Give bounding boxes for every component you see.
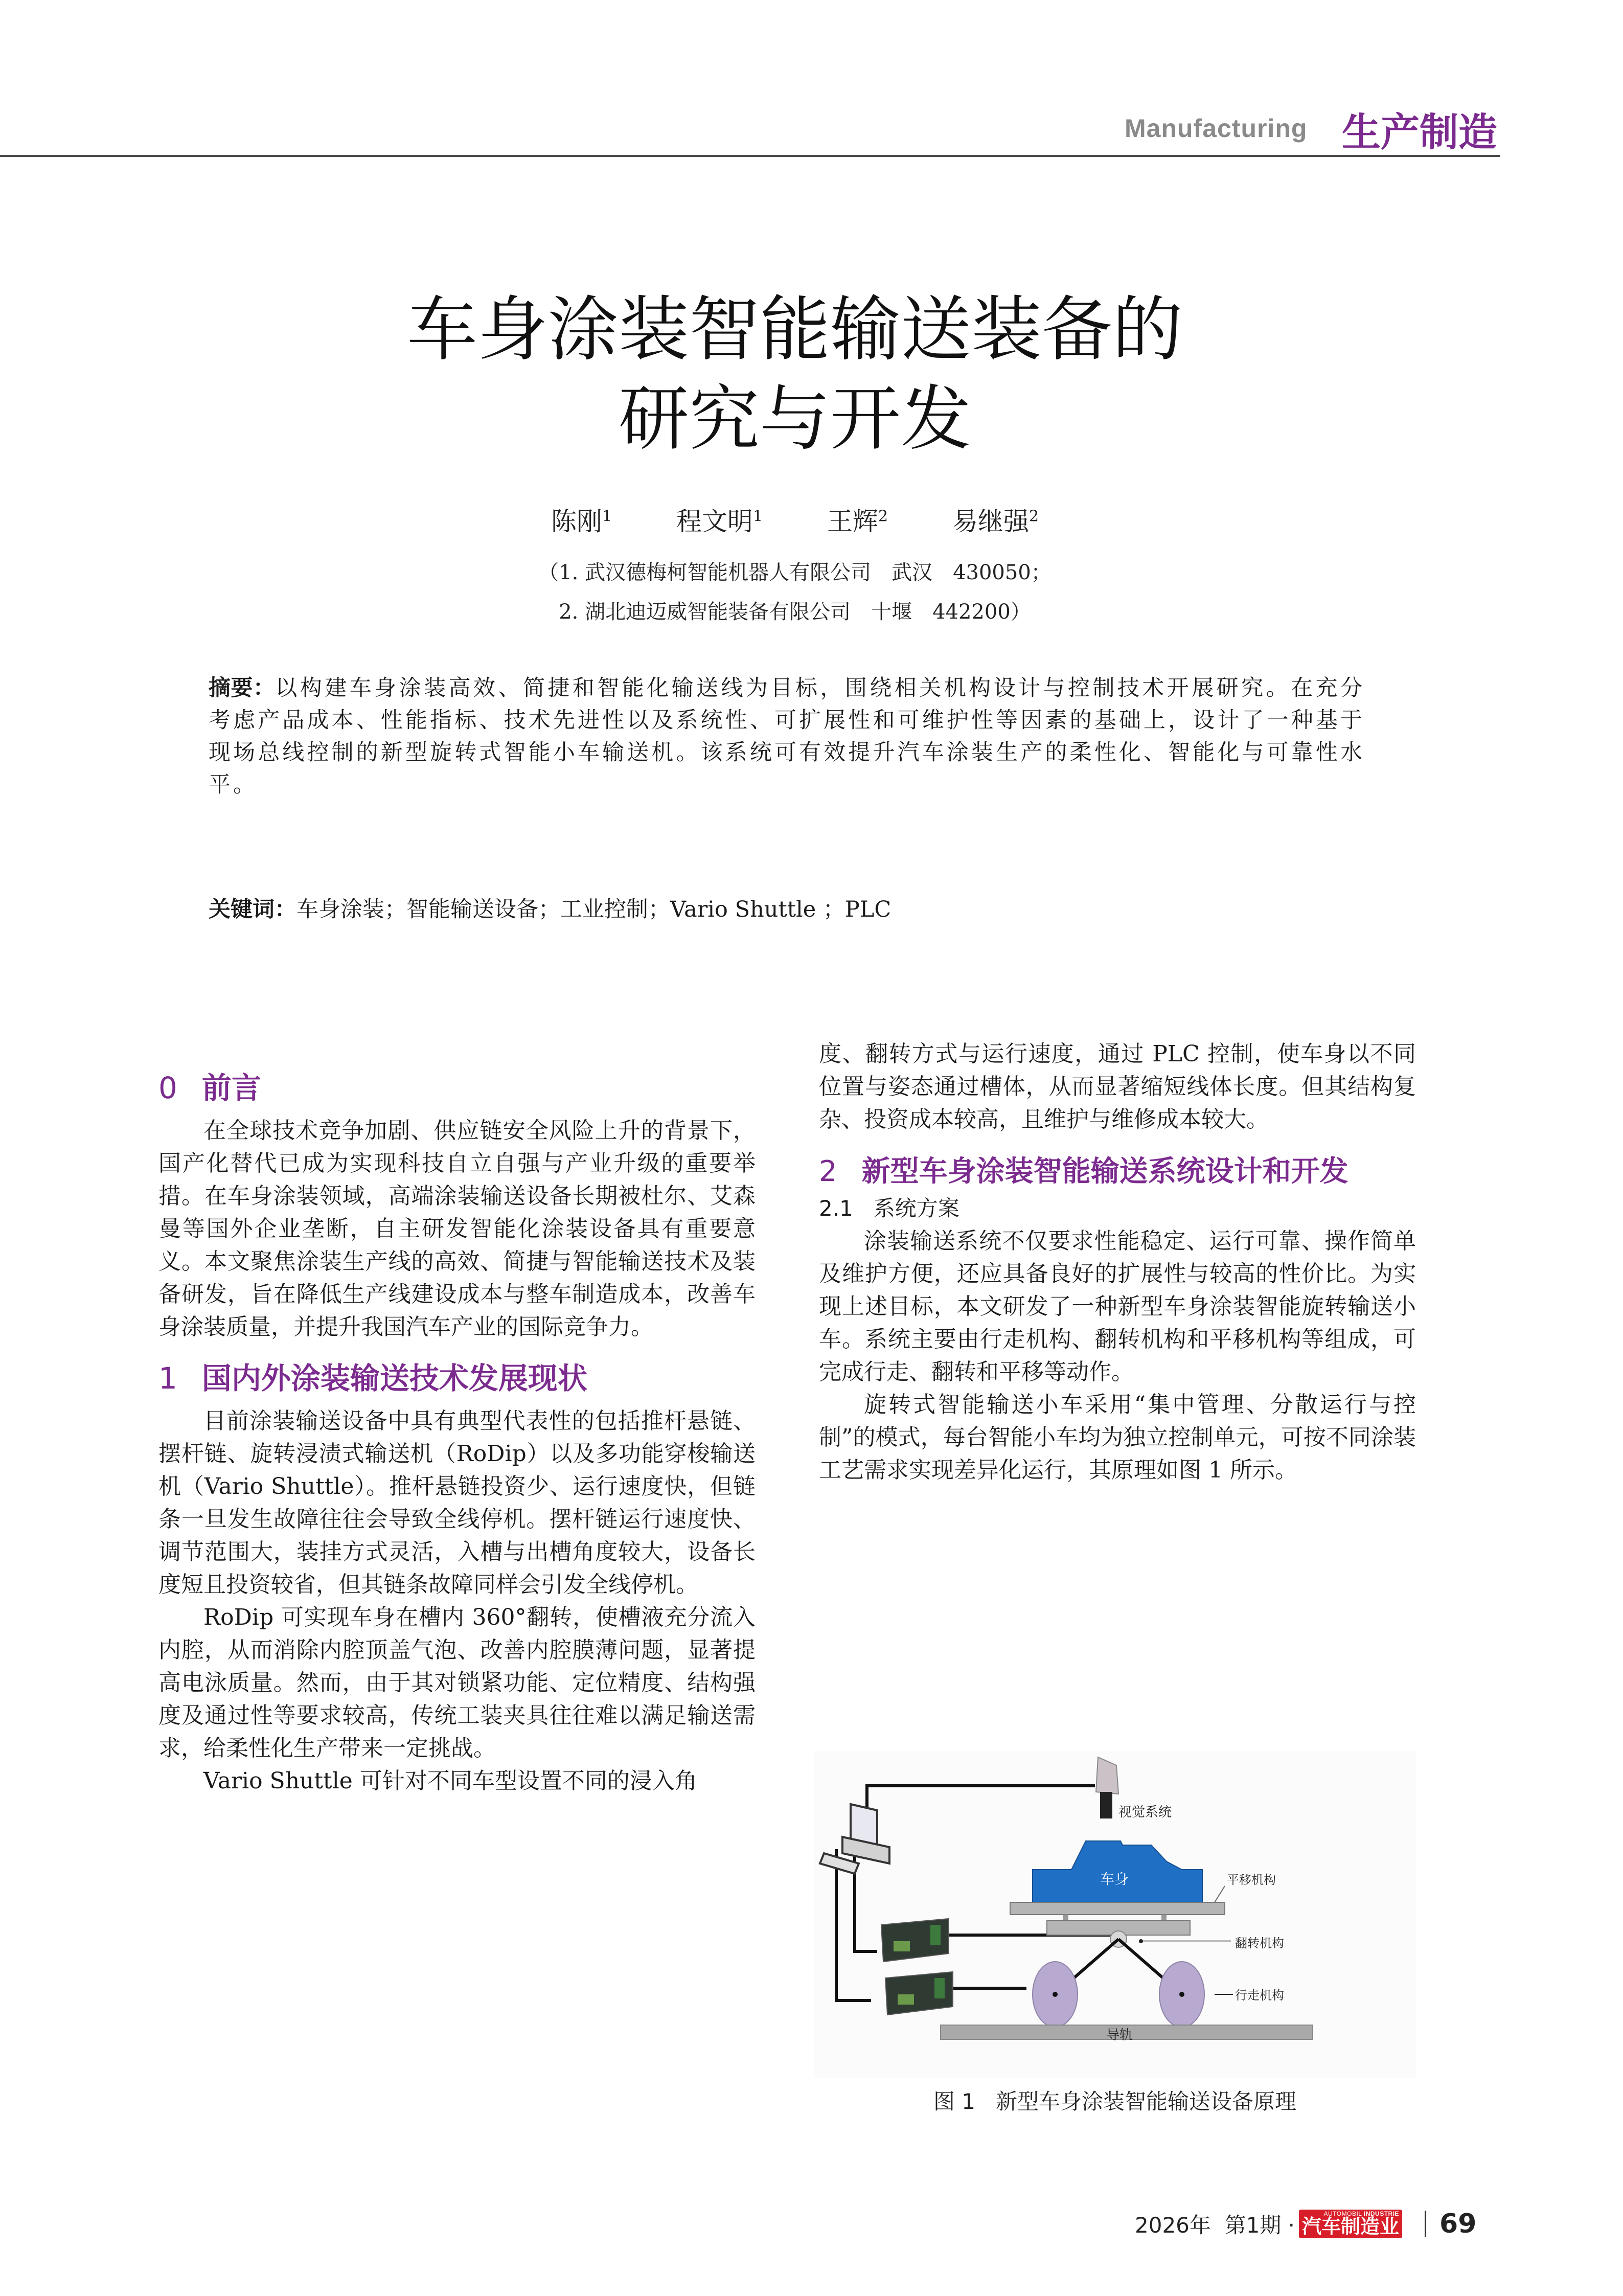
author-affil-mark: 2: [878, 507, 888, 526]
affiliation-2: 2. 湖北迪迈威智能装备有限公司 十堰 442200）: [559, 600, 1031, 624]
author-name: 程文明: [676, 507, 753, 536]
paragraph: 目前涂装输送设备中具有典型代表性的包括推杆悬链、摆杆链、旋转浸渍式输送机（RoDip）以及多功能穿梭输送机（Vario Shuttle）。推杆悬链投资少、运行速度快，但链条一旦发生故障往往会导致全线停机。摆杆链运行速度快、调节范围大，装挂方式灵活，入槽与出槽角度较大，设备长度短且投资较省，但其链条故障同样会引发全线停机。: [158, 1408, 756, 1598]
author-name: 王辉: [827, 507, 878, 536]
label-vision-system: 视觉系统: [1118, 1805, 1172, 1820]
section-number: 1: [158, 1361, 177, 1396]
affiliation-1: （1. 武汉德梅柯智能机器人有限公司 武汉 430050；: [538, 561, 1051, 584]
section-heading-0: [158, 1067, 756, 1108]
issue-info: 2026年 第1期 ·: [1135, 2213, 1295, 2238]
left-column: [158, 1067, 756, 1798]
author-list: [0, 501, 1590, 538]
section-title: 前言: [201, 1071, 261, 1105]
paragraph: 在全球技术竞争加剧、供应链安全风险上升的背景下，国产化替代已成为实现科技自立自强与产业升级的重要举措。在车身涂装领域，高端涂装输送设备长期被杜尔、艾森曼等国外企业垄断，自主研发智能化涂装设备具有重要意义。本文聚焦涂装生产线的高效、简捷与智能输送技术及装备研发，旨在降低生产线建设成本与整车制造成本，改善车身涂装质量，并提升我国汽车产业的国际竞争力。: [158, 1118, 756, 1340]
author-affil-mark: 1: [602, 507, 612, 526]
footer-separator: [1425, 2211, 1426, 2237]
keywords: [209, 892, 891, 923]
author: [827, 507, 888, 536]
label-guide-rail: 导轨: [1106, 2028, 1133, 2043]
figure-1-caption: [814, 2085, 1416, 2116]
keywords-text: 车身涂装；智能输送设备；工业控制；Vario Shuttle ；PLC: [296, 897, 891, 922]
header-section-cn: 生产制造: [1342, 109, 1497, 155]
figure-1-diagram: [814, 1751, 1416, 2078]
label-car-body: 车身: [1100, 1871, 1129, 1888]
subsection-number: 2.1: [819, 1196, 853, 1221]
article-title-line2: 研究与开发: [618, 378, 971, 460]
section-number: 0: [158, 1071, 177, 1105]
author: [952, 507, 1039, 536]
keywords-label: 关键词：: [209, 897, 296, 922]
author-affil-mark: 1: [752, 507, 763, 526]
author: [551, 507, 612, 536]
author-name: 陈刚: [551, 507, 602, 536]
label-flip-mechanism: 翻转机构: [1235, 1936, 1284, 1950]
section-heading-2: [819, 1151, 1416, 1192]
article-title-line1: 车身涂装智能输送装备的: [406, 288, 1183, 371]
translation-platform: [1010, 1902, 1225, 1915]
author-name: 易继强: [952, 507, 1029, 536]
logo-en-light: AUTOMOBIL: [1323, 2210, 1364, 2217]
plc-controller-top-icon: [881, 1919, 949, 1962]
label-translation-mechanism: 平移机构: [1227, 1873, 1276, 1887]
section-title: 新型车身涂装智能输送系统设计和开发: [861, 1155, 1348, 1188]
subsection-heading-2-1: [819, 1192, 1416, 1225]
figure-number: 图 1: [933, 2089, 976, 2114]
abstract-label: 摘要：: [209, 675, 276, 701]
subsection-title: 系统方案: [873, 1196, 959, 1221]
paragraph-continuation: 度、翻转方式与运行速度，通过 PLC 控制，使车身以不同位置与姿态通过槽体，从而显著缩短线体长度。但其结构复杂、投资成本较高，且维护与维修成本较大。: [819, 1041, 1416, 1132]
logo-cn: 汽车制造业: [1302, 2215, 1400, 2238]
author: [676, 507, 763, 536]
header-section-en: Manufacturing: [1125, 114, 1308, 143]
paragraph: Vario Shuttle 可针对不同车型设置不同的浸入角: [203, 1768, 697, 1794]
section-title: 国内外涂装输送技术发展现状: [201, 1361, 587, 1396]
paragraph: 涂装输送系统不仅要求性能稳定、运行可靠、操作简单及维护方便，还应具备良好的扩展性与较高的性价比。为实现上述目标，本文研发了一种新型车身涂装智能旋转输送小车。系统主要由行走机构、翻转机构和平移机构等组成，可完成行走、翻转和平移等动作。: [819, 1228, 1416, 1385]
figure-1: [814, 1751, 1416, 2078]
abstract-text: 以构建车身涂装高效、简捷和智能化输送线为目标，围绕相关机构设计与控制技术开展研究。在充分考虑产品成本、性能指标、技术先进性以及系统性、可扩展性和可维护性等因素的基础上，设计了一种基于现场总线控制的新型旋转式智能小车输送机。该系统可有效提升汽车涂装生产的柔性化、智能化与可靠性水平。: [209, 675, 1365, 798]
magazine-logo: [1299, 2210, 1402, 2238]
header-rule: [0, 155, 1500, 157]
paragraph: 旋转式智能输送小车采用“集中管理、分散运行与控制”的模式，每台智能小车均为独立控制单元，可按不同涂装工艺需求实现差异化运行，其原理如图 1 所示。: [819, 1392, 1416, 1483]
section-heading-1: [158, 1358, 756, 1399]
paragraph: RoDip 可实现车身在槽内 360°翻转，使槽液充分流入内腔，从而消除内腔顶盖气泡、改善内腔膜薄问题，显著提高电泳质量。然而，由于其对锁紧功能、定位精度、结构强度及通过性等要求较高，传统工装夹具往往难以满足输送需求，给柔性化生产带来一定挑战。: [158, 1604, 756, 1761]
plc-controller-bottom-icon: [885, 1972, 953, 2015]
author-affil-mark: 2: [1028, 507, 1039, 526]
page-footer: [1135, 2209, 1476, 2239]
logo-en-bold: INDUSTRIE: [1363, 2210, 1400, 2217]
page-number: 69: [1439, 2209, 1477, 2239]
label-travel-mechanism: 行走机构: [1235, 1988, 1284, 2003]
figure-caption-text: 新型车身涂装智能输送设备原理: [996, 2089, 1297, 2114]
abstract: [209, 672, 1365, 801]
section-number: 2: [819, 1155, 837, 1188]
right-column: [819, 1038, 1416, 1487]
